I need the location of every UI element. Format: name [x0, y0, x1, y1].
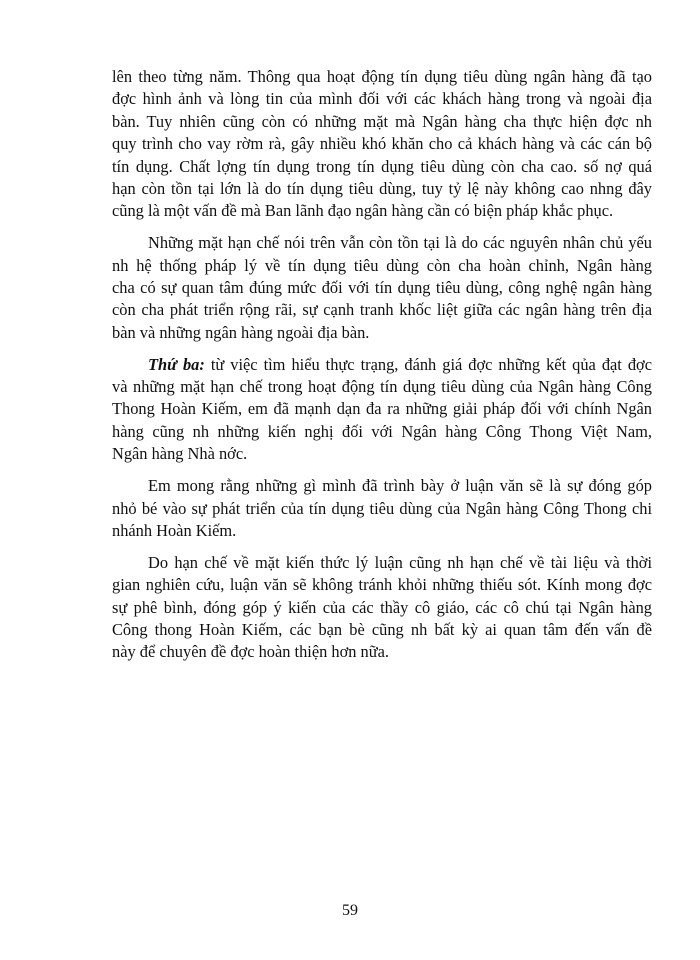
text-line: và những mặt hạn chế trong hoạt động tín dụng tiêu dùng của Ngân hàng Công [112, 377, 652, 397]
text-line: này để chuyên đề đợc hoàn thiện hơn nữa. [112, 642, 390, 662]
text-line: bàn và những ngân hàng ngoài địa bàn. [112, 322, 370, 342]
text-line: sự phê bình, đóng góp ý kiến của các thầy cô giáo, các cô chú tại Ngân hàng [112, 597, 652, 617]
text-line: cha có sự quan tâm đúng mức đối với tín dụng tiêu dùng, công nghệ ngân hàng [112, 278, 652, 298]
text-span: từ việc tìm hiểu thực trạng, đánh giá đợc những kết qủa đạt đợc [204, 354, 652, 374]
text-line: Những mặt hạn chế nói trên vẫn còn tồn tại là do các nguyên nhân chủ yếu [148, 233, 652, 253]
text-line: tín dụng. Chất lợng tín dụng trong tín dụng tiêu dùng còn cha cao. số nợ quá [112, 156, 652, 176]
text-line: đợc hình ảnh và lòng tin của mình đối với các khách hàng trong và ngoài địa [112, 89, 652, 109]
text-line: bàn. Tuy nhiên cũng còn có những mặt mà Ngân hàng cha thực hiện đợc nh [112, 111, 652, 131]
paragraph-lead: Thứ ba: [148, 354, 205, 374]
text-line: cũng là một vấn đề mà Ban lãnh đạo ngân hàng cần có biện pháp khắc phục. [112, 201, 614, 221]
paragraph-1 [112, 66, 652, 223]
paragraph-2 [112, 232, 652, 344]
page-number: 59 [342, 902, 358, 919]
paragraph-4 [112, 475, 652, 542]
document-body [112, 66, 652, 673]
text-line: Thong Hoàn Kiếm, em đã mạnh dạn đa ra những giải pháp đối với chính Ngân [112, 399, 652, 419]
text-line: Ngân hàng Nhà nớc. [112, 444, 248, 464]
text-line: lên theo từng năm. Thông qua hoạt động tín dụng tiêu dùng ngân hàng đã tạo [112, 67, 652, 86]
text-line: Do hạn chế về mặt kiến thức lý luận cũng nh hạn chế về tài liệu và thời [148, 552, 652, 572]
text-line: Em mong rằng những gì mình đã trình bày ở luận văn sẽ là sự đóng góp [148, 476, 652, 496]
text-line: nh hệ thống pháp lý về tín dụng tiêu dùng còn cha hoàn chỉnh, Ngân hàng [112, 255, 652, 275]
text-line: gian nghiên cứu, luận văn sẽ không tránh khỏi những thiếu sót. Kính mong đợc [112, 575, 652, 595]
text-line: Công thong Hoàn Kiếm, các bạn bè cũng nh bất kỳ ai quan tâm đến vấn đề [112, 619, 652, 639]
text-line: quy trình cho vay rờm rà, gây nhiều khó khăn cho cả khách hàng và các cán bộ [112, 134, 652, 154]
text-line: còn cha phát triển rộng rãi, sự cạnh tranh khốc liệt giữa các ngân hàng trên địa [112, 300, 652, 320]
text-line [112, 354, 652, 376]
text-line: hạn còn tồn tại lớn là do tín dụng tiêu dùng, tuy tỷ lệ này không cao nhng đây [112, 178, 652, 198]
paragraph-5 [112, 552, 652, 664]
text-line: nhỏ bé vào sự phát triển của tín dụng tiêu dùng của Ngân hàng Công Thong chi [112, 498, 652, 518]
text-line: hàng cũng nh những kiến nghị đối với Ngân hàng Công Thong Việt Nam, [112, 421, 652, 441]
paragraph-3 [112, 354, 652, 466]
text-line: nhánh Hoàn Kiếm. [112, 520, 237, 540]
